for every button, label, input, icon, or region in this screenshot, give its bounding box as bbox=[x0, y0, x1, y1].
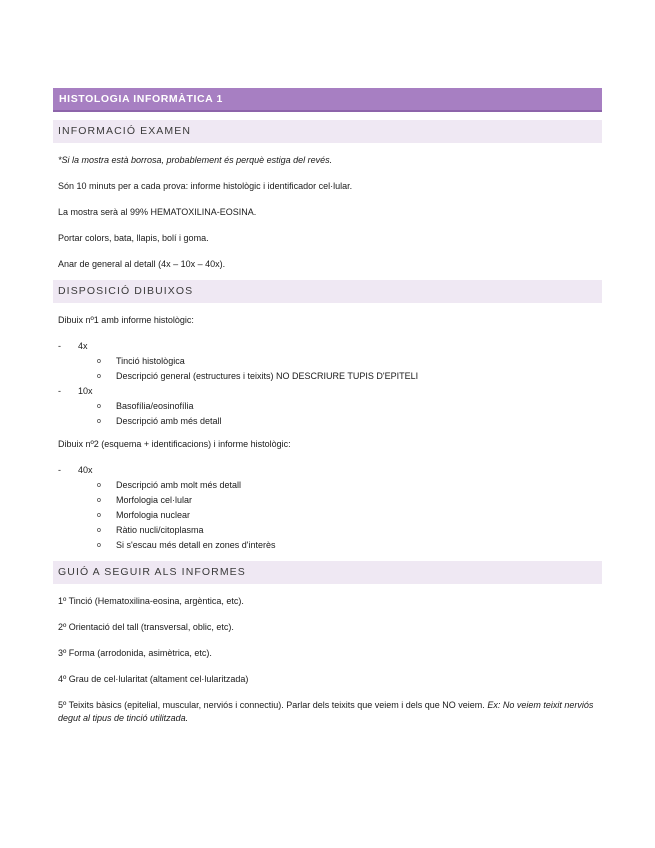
list-item: o Descripció amb molt més detall bbox=[53, 478, 602, 493]
dibuix2-label: Dibuix nº2 (esquema + identificacions) i informe histològic: bbox=[58, 439, 291, 449]
step-item-5: 5º Teixits bàsics (epitelial, muscular, nerviós i connectiu). Parlar dels teixits que veiem i dels que NO veiem. Ex: No veiem teixit nerviós degut al tipus de tinció utilitzada. bbox=[58, 700, 594, 723]
circle-bullet: o bbox=[97, 418, 101, 425]
step-item: 2º Orientació del tall (transversal, oblic, etc). bbox=[58, 622, 234, 632]
circle-bullet: o bbox=[97, 373, 101, 380]
list-item: o Tinció histològica bbox=[53, 354, 602, 369]
circle-bullet: o bbox=[97, 497, 101, 504]
circle-bullet: o bbox=[97, 482, 101, 489]
section-heading-disposicio-dibuixos: DISPOSICIÓ DIBUIXOS bbox=[53, 280, 602, 303]
list-item: o Descripció amb més detall bbox=[53, 414, 602, 429]
list-item: o Si s'escau més detall en zones d'interès bbox=[53, 538, 602, 553]
dibuix1-label: Dibuix nº1 amb informe histològic: bbox=[58, 315, 194, 325]
dash-bullet: - bbox=[58, 386, 61, 396]
paragraph: Portar colors, bata, llapis, bolí i goma. bbox=[58, 233, 209, 243]
list-item: o Descripció general (estructures i teixits) NO DESCRIURE TUPIS D'EPITELI bbox=[53, 369, 602, 384]
list-item: o Ràtio nucli/citoplasma bbox=[53, 523, 602, 538]
list-item-40x: - 40x bbox=[53, 463, 602, 478]
step-item: 4º Grau de cel·lularitat (altament cel·lularitzada) bbox=[58, 674, 249, 684]
circle-bullet: o bbox=[97, 527, 101, 534]
dash-bullet: - bbox=[58, 465, 61, 475]
list-item: o Morfologia nuclear bbox=[53, 508, 602, 523]
step-item: 3º Forma (arrodonida, asimètrica, etc). bbox=[58, 648, 212, 658]
paragraph: Anar de general al detall (4x – 10x – 40x). bbox=[58, 259, 226, 269]
document-title: HISTOLOGIA INFORMÀTICA 1 bbox=[53, 88, 602, 110]
document-page bbox=[53, 88, 602, 725]
circle-bullet: o bbox=[97, 358, 101, 365]
step-item: 1º Tinció (Hematoxilina-eosina, argèntica, etc). bbox=[58, 596, 244, 606]
circle-bullet: o bbox=[97, 403, 101, 410]
step5-example: Ex: No veiem teixit nerviós degut al tipus de tinció utilitzada. bbox=[58, 700, 594, 723]
section-heading-informacio-examen: INFORMACIÓ EXAMEN bbox=[53, 120, 602, 143]
list-item-10x: - 10x bbox=[53, 384, 602, 399]
list-item: o Basofília/eosinofília bbox=[53, 399, 602, 414]
paragraph: Són 10 minuts per a cada prova: informe histològic i identificador cel·lular. bbox=[58, 181, 353, 191]
section-heading-guio-informes: GUIÓ A SEGUIR ALS INFORMES bbox=[53, 561, 602, 584]
paragraph: La mostra serà al 99% HEMATOXILINA-EOSINA. bbox=[58, 207, 257, 217]
circle-bullet: o bbox=[97, 512, 101, 519]
dash-bullet: - bbox=[58, 341, 61, 351]
circle-bullet: o bbox=[97, 542, 101, 549]
list-item: o Morfologia cel·lular bbox=[53, 493, 602, 508]
list-item-4x: - 4x bbox=[53, 339, 602, 354]
note-text: *Si la mostra està borrosa, probablement és perquè estiga del revés. bbox=[58, 155, 333, 165]
